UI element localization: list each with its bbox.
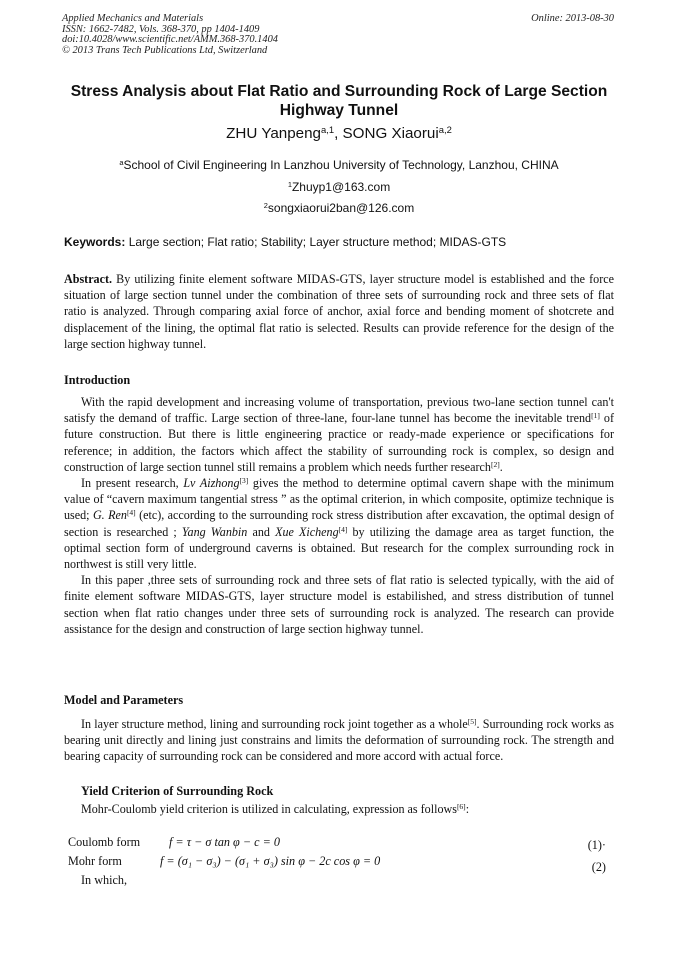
email-1 <box>60 180 618 194</box>
author-reference: Xue Xicheng <box>275 524 339 539</box>
author-reference: G. Ren <box>92 508 127 523</box>
paragraph <box>81 801 614 817</box>
citation: [2] <box>490 459 500 469</box>
paragraph-text: Mohr-Coulomb yield criterion is utilized in calculating, expression as follows <box>81 802 457 816</box>
equation-number: (2) <box>591 860 606 874</box>
author-name: ZHU Yanpeng <box>226 125 321 142</box>
paragraph-text: gives the method to determine optimal cavern shape with the minimum value of “cavern maximum tangential stress ” as the optimal criterion, in which composite, optimize technique is used; <box>64 476 614 523</box>
affiliation <box>60 158 618 172</box>
email-mark: 2 <box>263 200 268 210</box>
issn-line: ISSN: 1662-7482, Vols. 368-370, pp 1404-1409 <box>62 23 260 35</box>
affiliation-text: School of Civil Engineering In Lanzhou University of Technology, Lanzhou, CHINA <box>123 158 559 172</box>
equation-label: Mohr form <box>68 854 122 868</box>
author-affiliation-mark: a,1 <box>321 123 335 135</box>
citation: [5] <box>467 716 477 726</box>
paragraph-text: : <box>465 802 470 816</box>
introduction-body <box>64 394 614 637</box>
paragraph-text: In layer structure method, lining and surrounding rock joint together as a whole <box>81 717 468 731</box>
section-heading-introduction: Introduction <box>64 373 131 387</box>
paragraph-text: . <box>499 459 503 474</box>
abstract-label: Abstract. <box>64 272 113 286</box>
copyright-line: © 2013 Trans Tech Publications Ltd, Switzerland <box>62 44 268 56</box>
email-text: songxiaorui2ban@126.com <box>267 201 415 215</box>
model-body <box>64 716 614 765</box>
citation: [6] <box>456 801 466 811</box>
keywords <box>64 235 506 250</box>
paragraph-text: of future construction. But there is little engineering practice or ready-made experience or specifications for reference; in addition, the factors which affect the stability of surrounding rock is complex, so design and construction of large section tunnel still remains a problem which needs further research <box>64 411 614 474</box>
subsection-heading: Yield Criterion of Surrounding Rock <box>81 784 274 798</box>
keywords-label: Keywords: <box>64 235 126 249</box>
abstract <box>64 271 614 352</box>
paragraph <box>64 394 614 475</box>
paragraph <box>64 475 614 572</box>
section-heading-model: Model and Parameters <box>64 693 184 707</box>
citation: [4] <box>126 508 136 518</box>
journal-name: Applied Mechanics and Materials <box>62 13 204 24</box>
affiliation-mark: a <box>119 157 124 167</box>
author-affiliation-mark: a,2 <box>438 123 452 135</box>
email-2 <box>60 201 618 215</box>
equation-expression: f = τ − σ tan φ − c = 0 <box>169 835 280 849</box>
email-text: Zhuyp1@163.com <box>291 180 391 194</box>
paragraph-text: With the rapid development and increasing volume of transportation, previous two-lane section tunnel can't satisfy the demand of traffic. Large section of three-lane, four-lane tunnel has become the inevitable trend <box>64 395 614 426</box>
author-separator: , <box>334 125 343 142</box>
citation: [1] <box>591 411 600 421</box>
equation-expression: f = (σ₁ − σ₃) − (σ₁ + σ₃) sin φ − 2c cos φ = 0 <box>160 854 381 868</box>
in-which-text: In which, <box>81 873 128 887</box>
equation-coulomb <box>68 835 614 853</box>
equation-label: Coulomb form <box>68 835 141 849</box>
paragraph <box>64 716 614 765</box>
abstract-text: By utilizing finite element software MIDAS-GTS, layer structure model is established and the force situation of large section tunnel under the combination of three sets of surrounding rock and three sets of flat ratio is analyzed. Through comparing axial force of anchor, axial force and bending moment of shotcrete and displacement of the lining, the optimal flat ratio is selected. Results can provide reference for the design of the large section highway tunnel. <box>64 272 614 351</box>
author-reference: Yang Wanbin <box>181 524 248 539</box>
author-line <box>60 124 618 144</box>
equation-mohr <box>68 854 614 872</box>
paragraph-text: by utilizing the damage area as target function, the optimal section form of underground caverns is obtained. But research for the complex surrounding rock in northwest is still very little. <box>64 524 614 572</box>
paragraph: In this paper ,three sets of surrounding rock and three sets of flat ratio is selected typically, with the aid of finite element software MIDAS-GTS, layer structure model is estabilished, and stress distribution of tunnel section when flat ratio changes under three sets of surrounding rock is analyzed. The research can provide assistance for the design and construction of large section highway tunnel. <box>64 573 614 636</box>
paragraph-text: In present research, <box>81 476 184 491</box>
journal-header <box>62 14 278 56</box>
citation: [3] <box>239 475 249 485</box>
online-date: Online: 2013-08-30 <box>531 13 614 24</box>
equation-number: (1)· <box>587 838 606 852</box>
author-reference: Lv Aizhong <box>183 476 240 491</box>
citation: [4] <box>338 524 348 534</box>
keywords-text: Large section; Flat ratio; Stability; Layer structure method; MIDAS-GTS <box>125 235 507 249</box>
paragraph-text: and <box>247 524 276 539</box>
paper-title: Stress Analysis about Flat Ratio and Surrounding Rock of Large Section Highway Tunnel <box>70 83 608 119</box>
paragraph-text: . Surrounding rock works as bearing unit directly and lining just constrains and limits the deformation of surrounding rock. The strength and bearing capacity of surrounding rock can be considered and more accord with actual force. <box>64 717 614 764</box>
email-mark: 1 <box>287 179 292 189</box>
doi-line: doi:10.4028/www.scientific.net/AMM.368-370.1404 <box>62 34 278 46</box>
paragraph-text: (etc), according to the surrounding rock stress distribution after excavation, the optimal design of section is researched ; <box>64 508 614 539</box>
author-name: SONG Xiaorui <box>342 125 439 142</box>
